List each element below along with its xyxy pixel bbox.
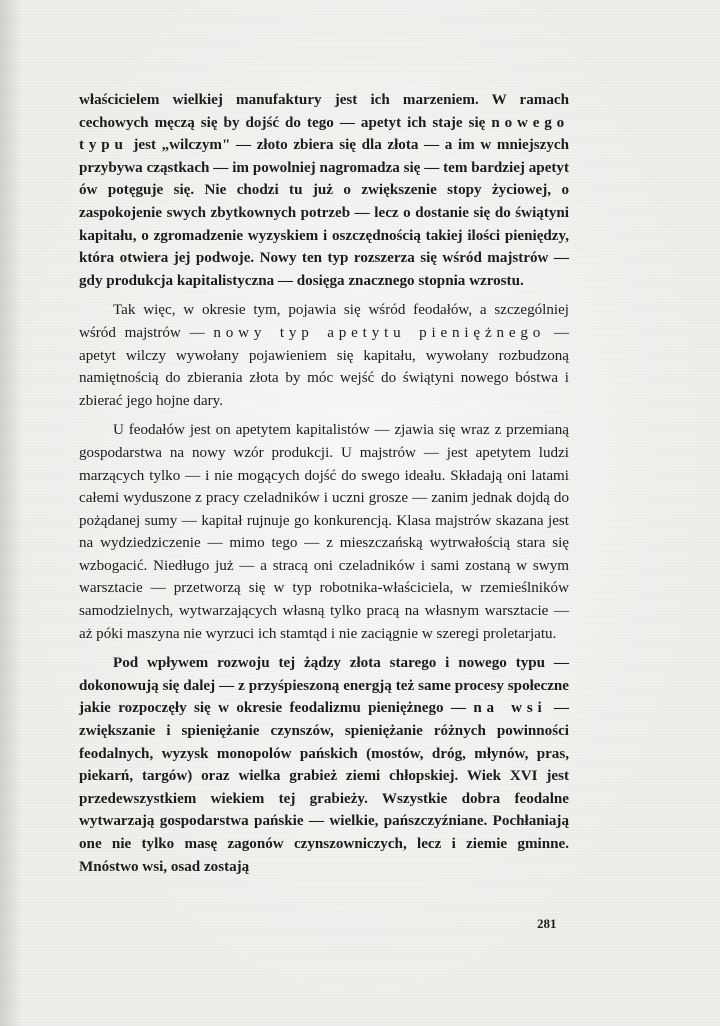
paragraph	[79, 299, 569, 412]
paragraph	[79, 89, 569, 292]
spaced-emphasis: nowy typ apetytu pieniężnego	[213, 324, 546, 341]
text-segment: właścicielem wielkiej manufaktury jest ich marzeniem. W ramach cechowych męczą się by dojść do tego — apetyt ich staje się	[79, 92, 569, 131]
paragraph	[79, 419, 569, 645]
text-segment: Pod wpływem rozwoju tej żądzy złota starego i nowego typu — dokonowują się dalej — z przyśpieszoną energją też same procesy społeczne jakie rozpoczęły się w okresie feodalizmu pieniężnego —	[79, 655, 569, 717]
spaced-emphasis: nowego typu	[79, 114, 569, 154]
text-segment: Tak więc, w okresie tym, pojawia się wśród feodałów, a szczególniej wśród majstrów —	[79, 302, 569, 341]
text-segment: jest „wilczym" — złoto zbiera się dla złota — a im w mniejszych przybywa cząstkach — im powolniej nagromadza się — tem bardziej apetyt ów potęguje się. Nie chodzi tu już o zwiększenie stopy życiowej, o zaspokojenie swych zbytkownych potrzeb — lecz o dostanie się do świątyni kapitału, o zgromadzenie wyzyskiem i oszczędnością takiej ilości pieniędzy, która otwiera jej podwoje. Nowy ten typ rozszerza się wśród majstrów — gdy produkcja kapitalistyczna — dosięga znacznego stopnia wzrostu.	[79, 137, 569, 289]
text-segment: — apetyt wilczy wywołany pojawieniem się kapitału, wywołany rozbudzoną namiętnością do zbierania złota by móc wejść do świątyni nowego bóstwa i zbierać jego hojne dary.	[79, 324, 570, 409]
page-number: 281	[537, 916, 557, 931]
page-gutter-shadow	[0, 0, 22, 1026]
paragraph	[79, 652, 569, 878]
text-segment: U feodałów jest on apetytem kapitalistów — zjawia się wraz z przemianą gospodarstwa na nowy wzór produkcji. U majstrów — jest apetytem ludzi marzących tylko — i nie mogących dojść do swego ideału. Składają oni latami całemi wyduszone z pracy czeladników i uczni grosze — zanim jednak dojdą do pożądanej sumy — kapitał rujnuje go konkurencją. Klasa majstrów skazana jest na wydziedziczenie — mimo tego — z mieszczańską wytrwałością stara się wzbogacić. Niedługo już — a stracą oni czeladników i sami zostaną w swym warsztacie — przetworzą się w typ robotnika-właściciela, w rzemieślników samodzielnych, wytwarzających własną tylko pracą na własnym warsztacie — aż póki maszyna nie wyrzuci ich stamtąd i nie zaciągnie w szeregi proletarjatu.	[79, 422, 569, 642]
spaced-emphasis: na wsi	[473, 700, 547, 717]
text-segment: — zwiększanie i spieniężanie czynszów, spieniężanie różnych powinności feodalnych, wyzysk monopolów pańskich (mostów, dróg, młynów, pras, piekarń, targów) oraz wielka grabież ziemi chłopskiej. Wiek XVI jest przedewszystkiem wiekiem tej grabieży. Wszystkie dobra feodalne wytwarzają gospodarstwa pańskie — wielkie, pańszczyźniane. Pochłaniają one nie tylko masę zagonów czynszowniczych, lecz i ziemie gminne. Mnóstwo wsi, osad zostają	[79, 700, 569, 875]
body-text	[79, 89, 569, 878]
